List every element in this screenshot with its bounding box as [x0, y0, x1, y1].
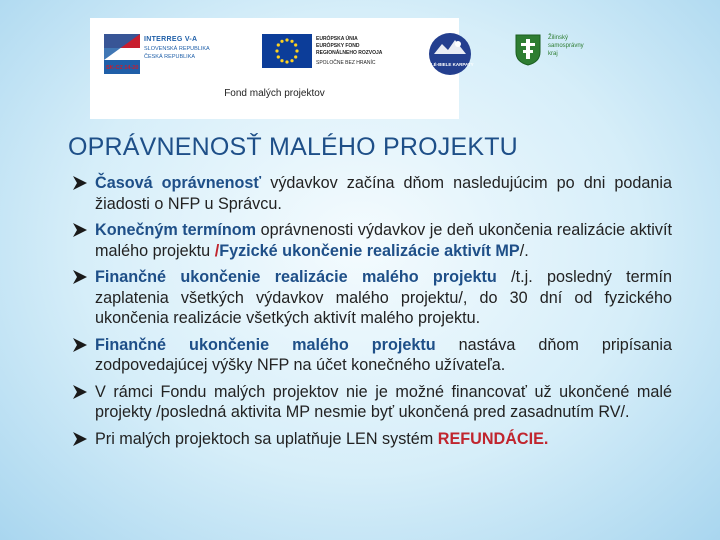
bullet-list — [72, 173, 672, 455]
eu-flag-icon — [262, 34, 312, 68]
interreg-code: SK-CZ 14-20 — [106, 65, 139, 71]
bullet-arrow-icon — [72, 175, 88, 191]
bullet-arrow-icon — [72, 222, 88, 238]
zsk-line-1: Žilinský — [548, 35, 569, 41]
bullet-emphasis: / — [214, 241, 220, 260]
bullet-arrow-icon — [72, 337, 88, 353]
bullet-item — [72, 220, 672, 261]
bullet-arrow-icon — [72, 384, 88, 400]
bullet-emphasis: REFUNDÁCIE. — [437, 429, 549, 448]
bullet-text: výdavkov začína dňom nasledujúcim po dni podania žiadosti o NFP u Správcu. — [95, 174, 673, 213]
eu-line-2: EURÓPSKY FOND — [316, 43, 360, 49]
bullet-emphasis: Finančné ukončenie malého projektu — [95, 335, 436, 354]
bullet-emphasis: Časová oprávnenosť — [95, 174, 262, 192]
bullet-text: Pri malých projektoch sa uplatňuje LEN systém — [95, 429, 438, 448]
bullet-item — [72, 429, 672, 450]
fund-name: Fond malých projektov — [224, 88, 325, 99]
slide-title: OPRÁVNENOSŤ MALÉHO PROJEKTU — [68, 133, 518, 161]
bullet-text: V rámci Fondu malých projektov nie je možné financovať už ukončené malé projekty /posledná aktivita MP nesmie byť ukončená pred zasadnutím RV/. — [95, 382, 672, 421]
bullet-text: /. — [519, 241, 529, 260]
eu-fund-text — [316, 36, 411, 67]
bullet-emphasis: Finančné ukončenie realizácie malého projektu — [95, 268, 497, 286]
zsk-line-2: samosprávny — [548, 43, 584, 49]
interreg-name: INTERREG V-A — [144, 36, 198, 43]
bullet-arrow-icon — [72, 431, 88, 447]
interreg-country-2: ČESKÁ REPUBLIKA — [144, 54, 196, 60]
eu-line-3: REGIONÁLNEHO ROZVOJA — [316, 50, 383, 56]
bullet-emphasis: Konečným termínom — [95, 221, 257, 239]
bullet-emphasis: Fyzické ukončenie realizácie aktivít MP — [219, 241, 520, 260]
interreg-country-1: SLOVENSKÁ REPUBLIKA — [144, 46, 210, 52]
eu-line-1: EURÓPSKA ÚNIA — [316, 36, 358, 42]
zsk-line-3: kraj — [548, 51, 558, 57]
zilina-region-text — [548, 34, 604, 58]
bullet-text: nastáva dňom pripísania zodpovedajúcej výšky NFP na účet konečného užívateľa. — [95, 335, 673, 374]
bullet-item — [72, 335, 672, 376]
bullet-item — [72, 382, 672, 423]
bullet-text: /t.j. posledný termín zaplatenia všetkých výdavkov malého projektu/, do 30 dní od fyzického ukončenia realizácie všetkých aktivít malého projektu. — [95, 268, 672, 327]
bullet-item — [72, 173, 672, 214]
zilina-region-crest-icon — [515, 34, 541, 66]
karpaty-logo-icon — [428, 32, 472, 76]
interreg-logo — [104, 34, 254, 80]
partner-logo-banner — [90, 18, 584, 119]
karpaty-logo-text: BILÉ-BIELE KARPATY — [426, 62, 474, 67]
bullet-item — [72, 267, 672, 329]
bullet-text: oprávnenosti výdavkov je deň ukončenia realizácie aktivít malého projektu — [95, 221, 672, 260]
bullet-arrow-icon — [72, 269, 88, 285]
eu-motto: SPOLOČNE BEZ HRANÍC — [316, 60, 376, 66]
